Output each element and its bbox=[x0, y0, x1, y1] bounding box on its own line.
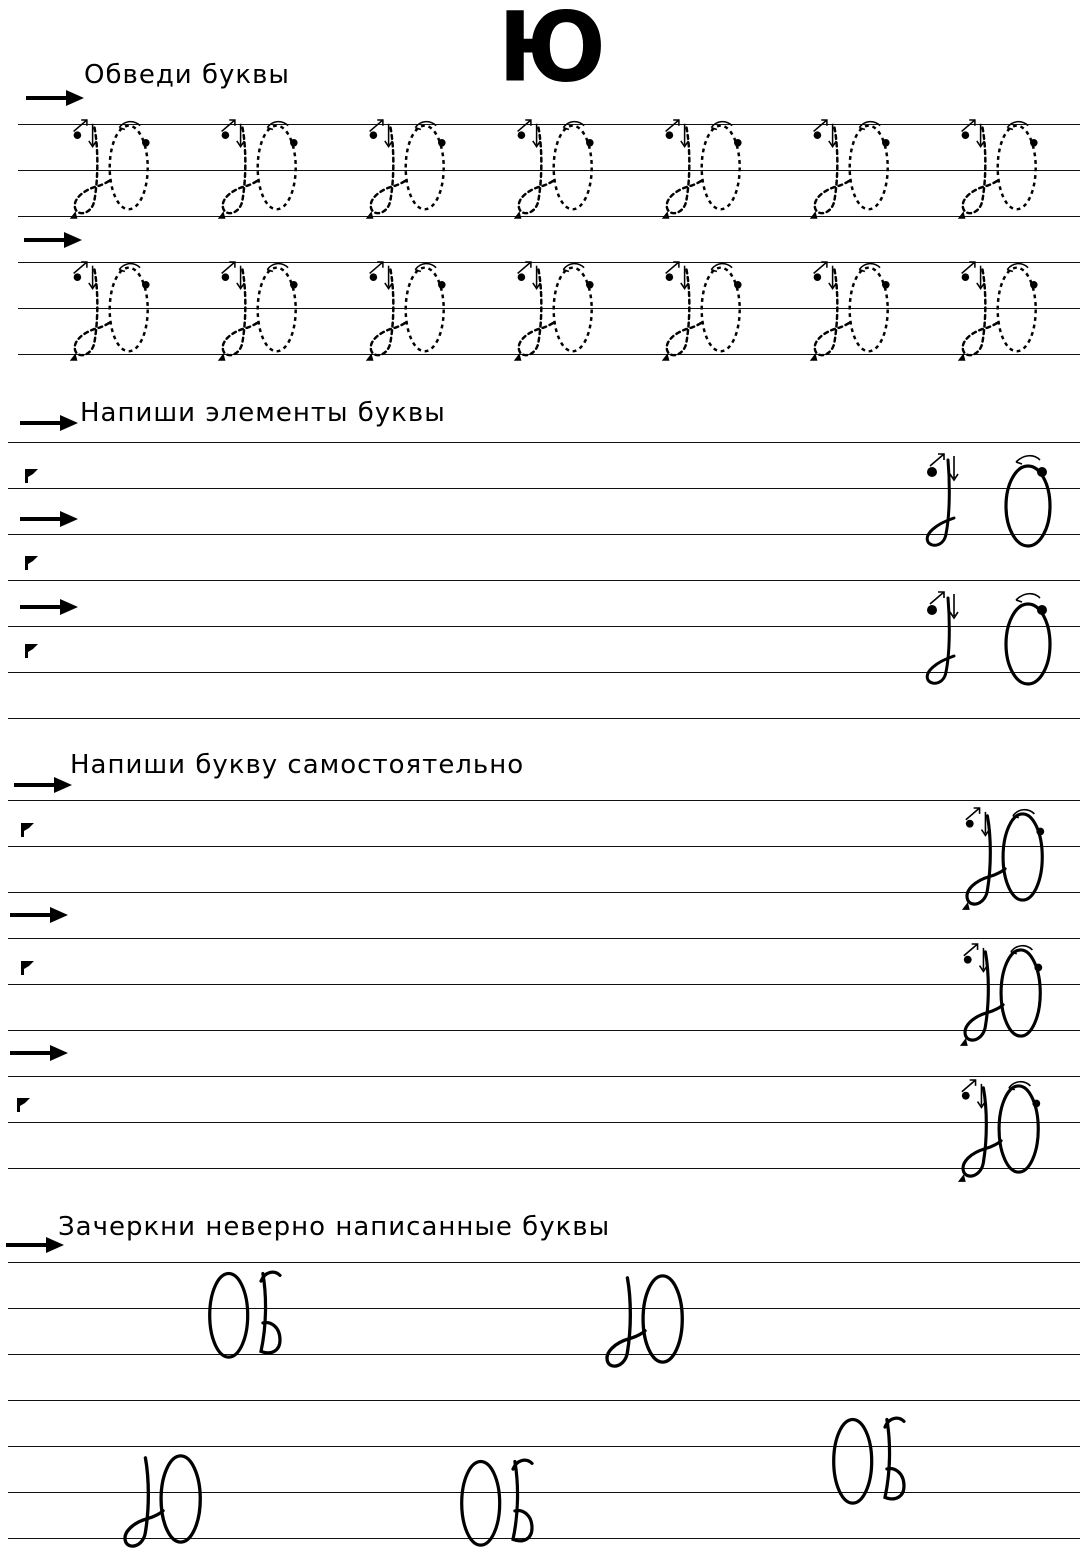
trace-letter bbox=[954, 262, 1040, 367]
right-arrow-icon bbox=[14, 775, 72, 795]
trace-letter bbox=[658, 262, 744, 367]
right-arrow-icon bbox=[24, 230, 82, 250]
trace-letter bbox=[362, 262, 448, 367]
start-flag-icon bbox=[16, 1097, 32, 1113]
trace-letter bbox=[66, 120, 152, 225]
element-sample bbox=[920, 592, 1060, 692]
wrong-letter bbox=[828, 1410, 914, 1515]
trace-letter bbox=[214, 262, 300, 367]
start-flag-icon bbox=[24, 468, 40, 484]
instruction-elements: Напиши элементы буквы bbox=[80, 398, 446, 428]
right-arrow-icon bbox=[26, 88, 84, 108]
correct-letter bbox=[116, 1450, 204, 1558]
ruled-line bbox=[8, 718, 1080, 719]
instruction-cross-out: Зачеркни неверно написанные буквы bbox=[58, 1212, 611, 1242]
ruled-line bbox=[8, 984, 1080, 985]
start-flag-icon bbox=[20, 960, 36, 976]
ruled-line bbox=[8, 1446, 1080, 1447]
model-letter bbox=[954, 1080, 1042, 1188]
ruled-line bbox=[8, 1354, 1080, 1355]
start-flag-icon bbox=[24, 555, 40, 571]
instruction-independent: Напиши букву самостоятельно bbox=[70, 750, 525, 780]
right-arrow-icon bbox=[20, 597, 78, 617]
right-arrow-icon bbox=[10, 905, 68, 925]
trace-letter bbox=[66, 262, 152, 367]
ruled-line bbox=[8, 442, 1080, 443]
trace-letter bbox=[954, 120, 1040, 225]
trace-letter bbox=[214, 120, 300, 225]
right-arrow-icon bbox=[10, 1043, 68, 1063]
right-arrow-icon bbox=[20, 413, 78, 433]
ruled-line bbox=[8, 1400, 1080, 1401]
trace-letter bbox=[658, 120, 744, 225]
ruled-line bbox=[8, 1168, 1080, 1169]
start-flag-icon bbox=[24, 643, 40, 659]
ruled-line bbox=[8, 1076, 1080, 1077]
ruled-line bbox=[8, 892, 1080, 893]
ruled-line bbox=[8, 580, 1080, 581]
ruled-line bbox=[8, 1122, 1080, 1123]
model-letter bbox=[956, 944, 1044, 1052]
right-arrow-icon bbox=[6, 1235, 64, 1255]
trace-letter bbox=[806, 120, 892, 225]
right-arrow-icon bbox=[20, 509, 78, 529]
ruled-line bbox=[8, 938, 1080, 939]
wrong-letter bbox=[456, 1452, 542, 1557]
ruled-line bbox=[8, 1030, 1080, 1031]
trace-letter bbox=[362, 120, 448, 225]
start-flag-icon bbox=[20, 822, 36, 838]
wrong-letter bbox=[204, 1264, 290, 1369]
instruction-trace: Обведи буквы bbox=[84, 60, 290, 90]
model-letter bbox=[958, 808, 1046, 916]
ruled-line bbox=[8, 1262, 1080, 1263]
trace-letter bbox=[510, 120, 596, 225]
trace-letter bbox=[510, 262, 596, 367]
trace-letter bbox=[806, 262, 892, 367]
ruled-line bbox=[8, 846, 1080, 847]
correct-letter bbox=[598, 1270, 686, 1378]
ruled-line bbox=[8, 1308, 1080, 1309]
ruled-line bbox=[8, 800, 1080, 801]
element-sample bbox=[920, 454, 1060, 554]
page-title-letter: Ю bbox=[498, 0, 604, 104]
